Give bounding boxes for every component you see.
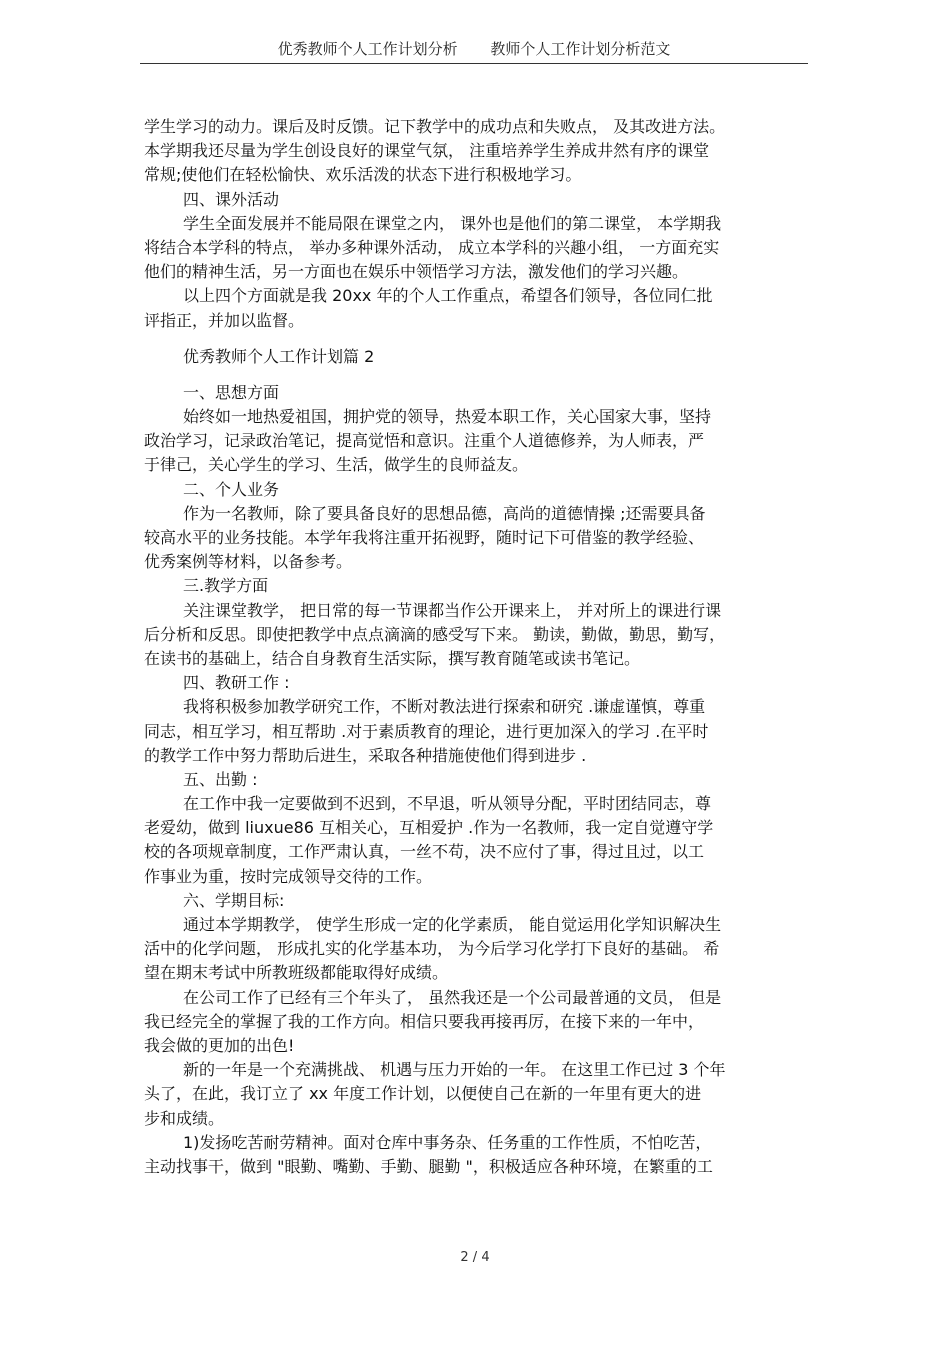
document-body <box>144 115 809 1179</box>
header-title-right: 教师个人工作计划分析范文 <box>490 40 671 58</box>
text-line: 我已经完全的掌握了我的工作方向。相信只要我再接再厉，在接下来的一年中， <box>144 1011 705 1031</box>
page-header <box>140 38 808 60</box>
text-line: 头了，在此，我订立了 xx 年度工作计划，以便使自己在新的一年里有更大的进 <box>144 1084 702 1104</box>
section-heading: 四、课外活动 <box>183 189 280 209</box>
spacer <box>144 333 809 345</box>
text-line: 步和成绩。 <box>144 1108 225 1128</box>
text-line: 在读书的基础上，结合自身教育生活实际，撰写教育随笔或读书笔记。 <box>144 648 641 668</box>
page-number: 2 / 4 <box>460 1250 490 1265</box>
text-line: 老爱幼，做到 liuxue86 互相关心，互相爱护 .作为一名教师，我一定自觉遵守学 <box>144 818 714 838</box>
text-line: 1)发扬吃苦耐劳精神。面对仓库中事务杂、任务重的工作性质，不怕吃苦， <box>183 1132 712 1152</box>
text-line: 评指正，并加以监督。 <box>144 310 305 330</box>
article-title: 优秀教师个人工作计划篇 2 <box>183 346 375 366</box>
text-line: 于律己，关心学生的学习、生活，做学生的良师益友。 <box>144 455 529 475</box>
text-line: 活中的化学问题， 形成扎实的化学基本功， 为今后学习化学打下良好的基础。 希 <box>144 939 720 959</box>
text-line: 新的一年是一个充满挑战、 机遇与压力开始的一年。 在这里工作已过 3 个年 <box>183 1060 726 1080</box>
text-line: 作事业为重，按时完成领导交待的工作。 <box>144 866 433 886</box>
text-line: 本学期我还尽量为学生创设良好的课堂气氛， 注重培养学生养成井然有序的课堂 <box>144 141 710 161</box>
section-heading: 五、出勤 : <box>183 769 258 789</box>
header-title-left: 优秀教师个人工作计划分析 <box>277 40 458 58</box>
text-line: 学生学习的动力。课后及时反馈。记下教学中的成功点和失败点， 及其改进方法。 <box>144 117 726 136</box>
section-heading: 三.教学方面 <box>183 576 269 596</box>
text-line: 我会做的更加的出色! <box>144 1035 295 1055</box>
text-line: 校的各项规章制度，工作严肃认真，一丝不苟，决不应付了事，得过且过，以工 <box>144 842 705 862</box>
section-heading: 六、学期目标: <box>183 890 285 910</box>
text-line: 关注课堂教学， 把日常的每一节课都当作公开课来上， 并对所上的课进行课 <box>183 600 722 620</box>
text-line: 政治学习，记录政治笔记，提高觉悟和意识。注重个人道德修养，为人师表，严 <box>144 431 705 451</box>
header-rule <box>140 63 808 64</box>
text-line: 作为一名教师，除了要具备良好的思想品德，高尚的道德情操 ;还需要具备 <box>183 503 706 523</box>
text-line: 在工作中我一定要做到不迟到，不早退，听从领导分配，平时团结同志，尊 <box>183 794 712 814</box>
text-line: 同志，相互学习，相互帮助 .对于素质教育的理论，进行更加深入的学习 .在平时 <box>144 721 709 741</box>
text-line: 的教学工作中努力帮助后进生，采取各种措施使他们得到进步 . <box>144 745 587 765</box>
text-line: 望在期末考试中所教班级都能取得好成绩。 <box>144 963 449 983</box>
text-line: 他们的精神生活，另一方面也在娱乐中领悟学习方法，激发他们的学习兴趣。 <box>144 262 689 282</box>
text-line: 学生全面发展并不能局限在课堂之内， 课外也是他们的第二课堂， 本学期我 <box>183 213 722 233</box>
text-line: 主动找事干，做到 "眼勤、嘴勤、手勤、腿勤 "，积极适应各种环境，在繁重的工 <box>144 1156 713 1176</box>
spacer <box>144 369 809 381</box>
text-line: 较高水平的业务技能。本学年我将注重开拓视野，随时记下可借鉴的教学经验、 <box>144 528 705 547</box>
text-line: 将结合本学科的特点， 举办多种课外活动， 成立本学科的兴趣小组， 一方面充实 <box>144 237 720 257</box>
text-line: 优秀案例等材料，以备参考。 <box>144 552 353 572</box>
text-line: 在公司工作了已经有三个年头了， 虽然我还是一个公司最普通的文员， 但是 <box>183 987 722 1007</box>
section-heading: 四、教研工作 : <box>183 673 290 693</box>
text-line: 通过本学期教学， 使学生形成一定的化学素质， 能自觉运用化学知识解决生 <box>183 915 722 934</box>
section-heading: 一、思想方面 <box>183 382 280 402</box>
text-line: 始终如一地热爱祖国，拥护党的领导，热爱本职工作，关心国家大事，坚持 <box>183 407 712 427</box>
text-line: 后分析和反思。即使把教学中点点滴滴的感受写下来。 勤读，勤做，勤思，勤写， <box>144 624 726 644</box>
text-line: 以上四个方面就是我 20xx 年的个人工作重点，希望各们领导，各位同仁批 <box>183 286 713 306</box>
text-line: 我将积极参加教学研究工作，不断对教法进行探索和研究 .谦虚谨慎，尊重 <box>183 697 706 717</box>
section-heading: 二、个人业务 <box>183 479 280 499</box>
text-line: 常规;使他们在轻松愉快、欢乐活泼的状态下进行积极地学习。 <box>144 165 582 185</box>
